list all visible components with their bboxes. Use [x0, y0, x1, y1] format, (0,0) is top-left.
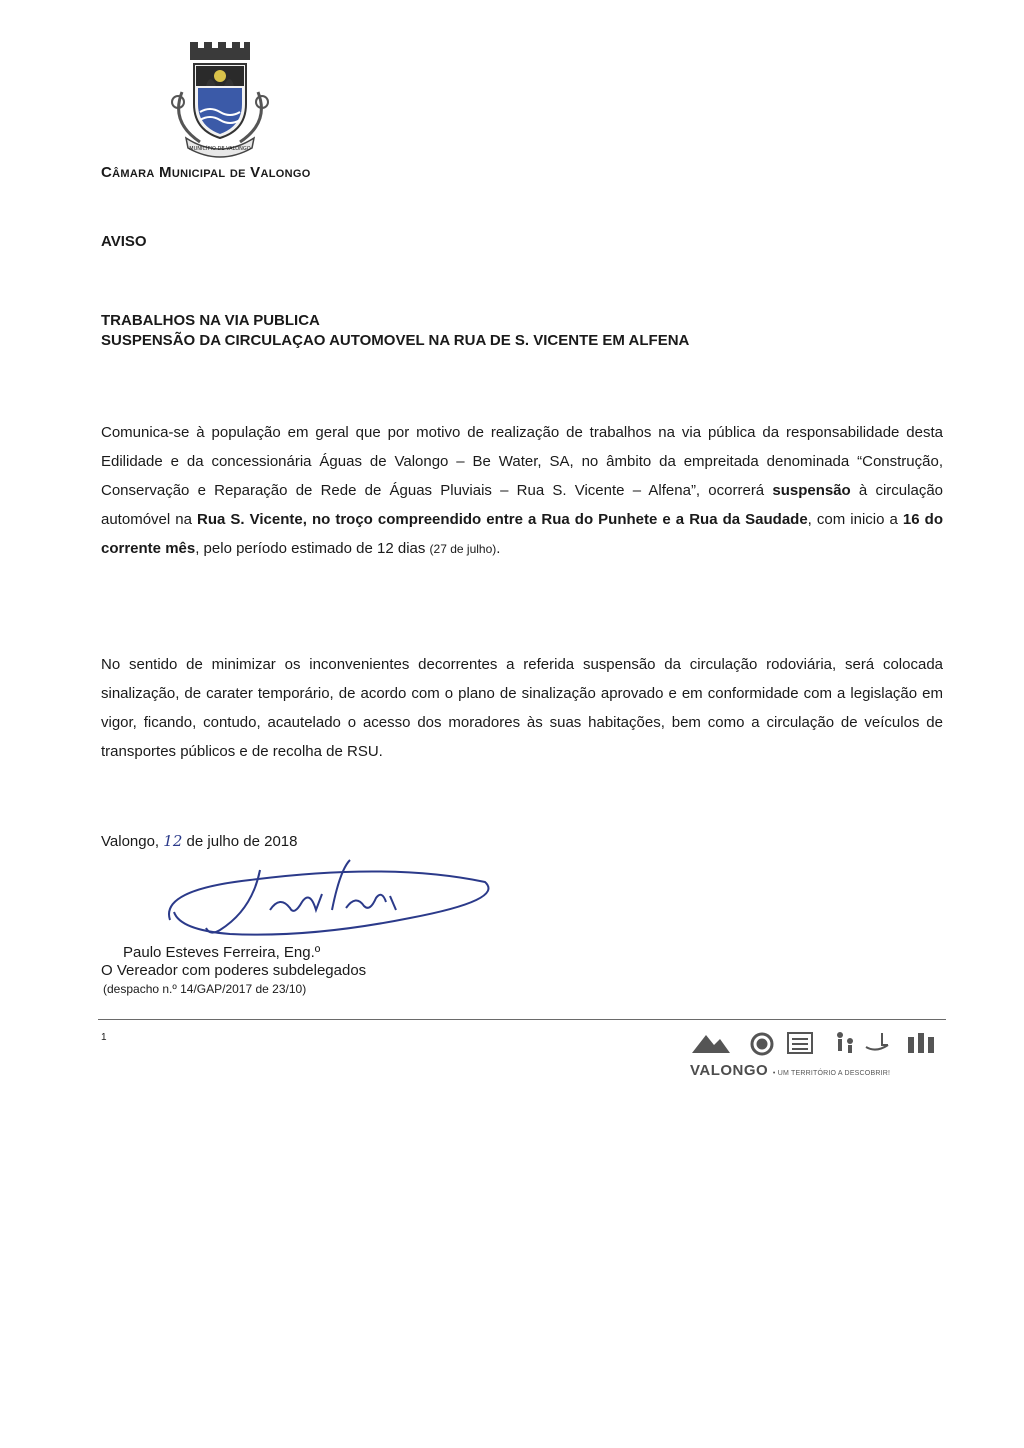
p1-bold-suspension: suspensão	[772, 482, 851, 499]
footer-tagline: • UM TERRITÓRIO A DESCOBRIR!	[772, 1070, 891, 1077]
people-icon	[837, 1032, 853, 1053]
footer-brand-name: VALONGO	[690, 1062, 769, 1079]
building-icon	[908, 1033, 934, 1053]
document-icon	[788, 1033, 812, 1053]
signer-name: Paulo Esteves Ferreira, Eng.º	[123, 944, 321, 961]
closing-place: Valongo,	[101, 833, 160, 850]
signer-block	[101, 944, 366, 998]
subject-line-1: TRABALHOS NA VIA PUBLICA	[101, 312, 320, 329]
council-name	[101, 164, 311, 181]
footer-brand	[690, 1062, 890, 1079]
figure-icon	[866, 1033, 888, 1050]
notice-title: AVISO	[101, 233, 147, 250]
p1-bold-start-date: 16 do corrente mês	[101, 511, 943, 557]
handwritten-signature	[160, 850, 500, 945]
p1-text-5: .	[496, 540, 501, 557]
notice-subject	[101, 311, 689, 351]
p1-bold-street: Rua S. Vicente, no troço compreendido entre a Rua do Punhete e a Rua da Saudade	[197, 511, 808, 528]
municipal-crest	[160, 42, 280, 160]
svg-text:MUNICÍPIO DE VALONGO: MUNICÍPIO DE VALONGO	[189, 146, 251, 152]
p1-text-1: Comunica-se à população em geral que por motivo de realização de trabalhos na via pública da responsabilidade desta Edilidade e da concessionária Águas de Valongo – Be Water, SA, no âmbito da empreitada denominada “Construção, Conservação e Reparação de Rede de Águas Pluviais – Rua S. Vicente – Alfena”, ocorrerá	[101, 424, 943, 499]
p1-text-4: , pelo período estimado de 12 dias	[195, 540, 430, 557]
p1-text-3: , com inicio a	[807, 511, 903, 528]
footer-divider	[98, 1019, 946, 1020]
signer-role: O Vereador com poderes subdelegados	[101, 962, 367, 979]
body-paragraph-1	[101, 418, 943, 564]
signer-dispatch: (despacho n.º 14/GAP/2017 de 23/10)	[103, 982, 307, 996]
body-paragraph-2: No sentido de minimizar os inconvenientes decorrentes a referida suspensão da circulação rodoviária, será colocada sinalização, de carater temporário, de acordo com o plano de sinalização aprovado e em conformidade com a legislação em vigor, ficando, contudo, acautelado o acesso dos moradores às suas habitações, bem como a circulação de veículos de transportes públicos e de recolha de RSU.	[101, 656, 943, 760]
p1-text-2: à circulação automóvel na	[101, 482, 943, 528]
page-number: 1	[101, 1032, 107, 1043]
closing-day: 12	[163, 832, 183, 850]
mountain-icon	[692, 1035, 730, 1053]
footer-pictograms	[690, 1027, 945, 1057]
council-name-text: Câmara Municipal de Valongo	[101, 164, 311, 181]
subject-line-2: SUSPENSÃO DA CIRCULAÇAO AUTOMOVEL NA RUA DE S. VICENTE EM ALFENA	[101, 332, 690, 349]
closing-date-rest: de julho de 2018	[186, 833, 298, 850]
p1-end-date: (27 de julho)	[429, 542, 497, 556]
closing-date	[101, 832, 297, 850]
flower-icon	[752, 1034, 772, 1054]
